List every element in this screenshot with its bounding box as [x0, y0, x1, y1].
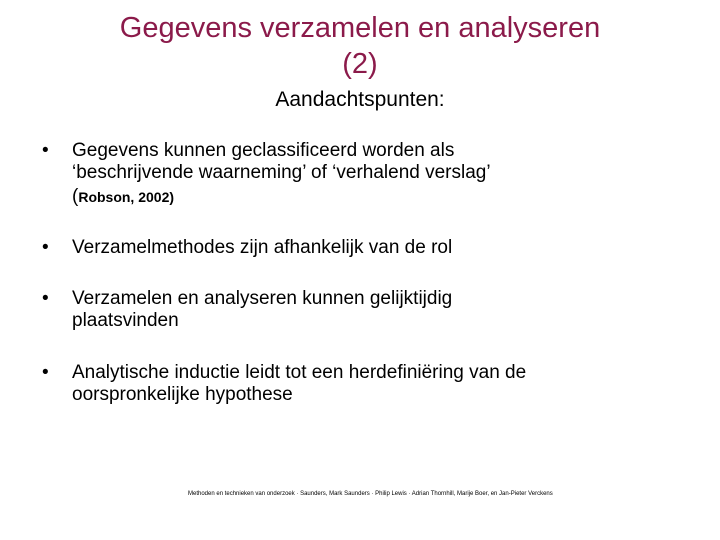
bullet-text-line: oorspronkelijke hypothese — [72, 384, 293, 405]
bullet-text-line: Gegevens kunnen geclassificeerd worden als — [72, 140, 455, 161]
bullet-text: Verzamelmethodes zijn afhankelijk van de rol — [72, 237, 453, 258]
bullet-text-line: Verzamelen en analyseren kunnen gelijktijdig — [72, 288, 453, 309]
bullet-marker: • — [42, 288, 49, 309]
slide-subtitle: Aandachtspunten: — [275, 88, 445, 111]
bullet-text — [72, 288, 672, 332]
bullet-text — [72, 362, 672, 406]
slide-title-line2: (2) — [342, 48, 378, 80]
bullet-marker: • — [42, 140, 49, 161]
bullet-text-line: Analytische inductie leidt tot een herdefiniëring van de — [72, 362, 527, 383]
citation — [72, 186, 672, 208]
bullet-marker: • — [42, 362, 49, 383]
citation-open-paren: ( — [72, 186, 79, 207]
bullet-text — [72, 140, 672, 208]
bullet-text-line: ‘beschrijvende waarneming’ of ‘verhalend verslag’ — [72, 162, 491, 183]
slide-title-line1: Gegevens verzamelen en analyseren — [119, 12, 601, 44]
bullet-marker: • — [42, 237, 49, 258]
bullet-text-line: plaatsvinden — [72, 310, 179, 331]
slide-title — [60, 10, 660, 82]
citation-text: Robson, 2002) — [78, 189, 175, 205]
footer-credits: Methoden en technieken van onderzoek · Saunders, Mark Saunders · Philip Lewis · Adrian Thornhill, Marije Boer, en Jan-Pieter Verckens — [188, 491, 553, 497]
